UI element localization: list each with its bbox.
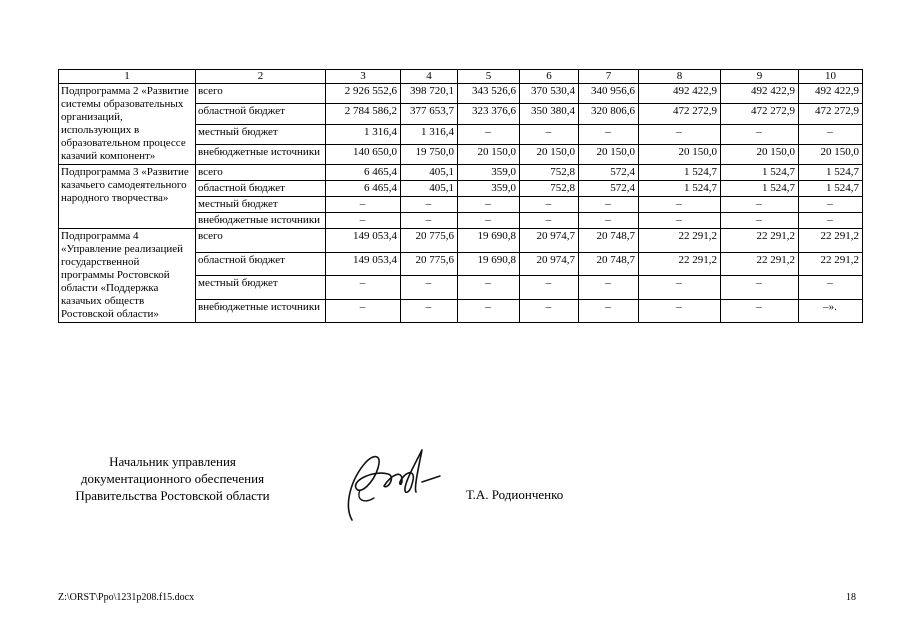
- file-path: Z:\ORST\Ppo\1231p208.f15.docx: [58, 592, 195, 603]
- amount-cell: –: [799, 124, 863, 144]
- amount-cell: 20 150,0: [520, 144, 579, 164]
- amount-cell: 492 422,9: [721, 84, 799, 104]
- amount-cell: –: [326, 299, 401, 323]
- amount-cell: –: [579, 276, 639, 300]
- table-row: [59, 165, 863, 181]
- handwritten-signature: [330, 440, 445, 525]
- amount-cell: –: [799, 197, 863, 213]
- amount-cell: 350 380,4: [520, 104, 579, 124]
- column-header: 7: [579, 70, 639, 84]
- amount-cell: 398 720,1: [401, 84, 458, 104]
- amount-cell: 572,4: [579, 165, 639, 181]
- amount-cell: –: [721, 197, 799, 213]
- amount-cell: 22 291,2: [639, 252, 721, 276]
- amount-cell: 20 150,0: [799, 144, 863, 164]
- amount-cell: 340 956,6: [579, 84, 639, 104]
- amount-cell: –».: [799, 299, 863, 323]
- amount-cell: 1 524,7: [639, 165, 721, 181]
- amount-cell: 1 524,7: [721, 165, 799, 181]
- amount-cell: –: [458, 124, 520, 144]
- amount-cell: 752,8: [520, 165, 579, 181]
- column-header: 9: [721, 70, 799, 84]
- amount-cell: 405,1: [401, 165, 458, 181]
- column-header: 4: [401, 70, 458, 84]
- funding-source-cell: всего: [196, 229, 326, 253]
- amount-cell: –: [639, 124, 721, 144]
- amount-cell: –: [401, 197, 458, 213]
- amount-cell: –: [520, 299, 579, 323]
- amount-cell: 492 422,9: [639, 84, 721, 104]
- amount-cell: –: [520, 276, 579, 300]
- amount-cell: 377 653,7: [401, 104, 458, 124]
- amount-cell: –: [520, 213, 579, 229]
- amount-cell: 149 053,4: [326, 252, 401, 276]
- column-header: 6: [520, 70, 579, 84]
- amount-cell: –: [799, 276, 863, 300]
- funding-source-cell: внебюджетные источники: [196, 144, 326, 164]
- amount-cell: 6 465,4: [326, 165, 401, 181]
- amount-cell: 320 806,6: [579, 104, 639, 124]
- amount-cell: 22 291,2: [799, 252, 863, 276]
- amount-cell: –: [401, 213, 458, 229]
- amount-cell: 22 291,2: [639, 229, 721, 253]
- amount-cell: 149 053,4: [326, 229, 401, 253]
- amount-cell: 492 422,9: [799, 84, 863, 104]
- amount-cell: –: [639, 299, 721, 323]
- amount-cell: –: [721, 276, 799, 300]
- amount-cell: 370 530,4: [520, 84, 579, 104]
- amount-cell: 2 784 586,2: [326, 104, 401, 124]
- amount-cell: –: [639, 276, 721, 300]
- amount-cell: 752,8: [520, 181, 579, 197]
- amount-cell: 1 524,7: [721, 181, 799, 197]
- amount-cell: –: [326, 213, 401, 229]
- amount-cell: –: [458, 276, 520, 300]
- amount-cell: 20 150,0: [579, 144, 639, 164]
- amount-cell: –: [458, 197, 520, 213]
- amount-cell: –: [579, 124, 639, 144]
- funding-source-cell: областной бюджет: [196, 252, 326, 276]
- amount-cell: –: [579, 197, 639, 213]
- amount-cell: 20 974,7: [520, 252, 579, 276]
- page-number: 18: [846, 592, 856, 603]
- amount-cell: 20 748,7: [579, 252, 639, 276]
- amount-cell: 6 465,4: [326, 181, 401, 197]
- amount-cell: –: [458, 299, 520, 323]
- funding-source-cell: всего: [196, 84, 326, 104]
- amount-cell: 572,4: [579, 181, 639, 197]
- amount-cell: 19 690,8: [458, 252, 520, 276]
- program-name-cell: Подпрограмма 2 «Развитие системы образовательных организаций, использующих в образовательном процессе казачий компонент»: [59, 84, 196, 165]
- amount-cell: –: [799, 213, 863, 229]
- table-body: [59, 84, 863, 323]
- signer-position-line: Правительства Ростовской области: [75, 488, 270, 503]
- header-row: [59, 70, 863, 84]
- amount-cell: –: [458, 213, 520, 229]
- amount-cell: –: [639, 213, 721, 229]
- amount-cell: –: [721, 124, 799, 144]
- amount-cell: 1 524,7: [639, 181, 721, 197]
- column-header: 1: [59, 70, 196, 84]
- column-header: 5: [458, 70, 520, 84]
- column-header: 3: [326, 70, 401, 84]
- amount-cell: 472 272,9: [639, 104, 721, 124]
- amount-cell: 20 150,0: [458, 144, 520, 164]
- funding-source-cell: внебюджетные источники: [196, 299, 326, 323]
- amount-cell: 359,0: [458, 181, 520, 197]
- amount-cell: –: [721, 299, 799, 323]
- amount-cell: –: [326, 197, 401, 213]
- funding-source-cell: областной бюджет: [196, 181, 326, 197]
- amount-cell: 1 316,4: [401, 124, 458, 144]
- signer-position-line: Начальник управления: [109, 454, 236, 469]
- amount-cell: 22 291,2: [799, 229, 863, 253]
- amount-cell: 19 750,0: [401, 144, 458, 164]
- amount-cell: 20 748,7: [579, 229, 639, 253]
- column-header: 2: [196, 70, 326, 84]
- amount-cell: 323 376,6: [458, 104, 520, 124]
- amount-cell: 1 524,7: [799, 165, 863, 181]
- amount-cell: –: [520, 197, 579, 213]
- signer-name: Т.А. Родионченко: [466, 487, 564, 502]
- amount-cell: –: [520, 124, 579, 144]
- amount-cell: 405,1: [401, 181, 458, 197]
- amount-cell: 1 316,4: [326, 124, 401, 144]
- amount-cell: –: [579, 299, 639, 323]
- amount-cell: –: [721, 213, 799, 229]
- funding-source-cell: местный бюджет: [196, 124, 326, 144]
- amount-cell: 20 974,7: [520, 229, 579, 253]
- program-name-cell: Подпрограмма 4 «Управление реализацией государственной программы Ростовской области «Поддержка казачьих обществ Ростовской области»: [59, 229, 196, 323]
- table-row: [59, 84, 863, 104]
- amount-cell: 359,0: [458, 165, 520, 181]
- funding-source-cell: всего: [196, 165, 326, 181]
- amount-cell: –: [401, 276, 458, 300]
- amount-cell: 472 272,9: [799, 104, 863, 124]
- funding-source-cell: местный бюджет: [196, 197, 326, 213]
- amount-cell: 20 150,0: [721, 144, 799, 164]
- amount-cell: 20 150,0: [639, 144, 721, 164]
- signer-position: [60, 453, 285, 504]
- amount-cell: 22 291,2: [721, 252, 799, 276]
- amount-cell: 472 272,9: [721, 104, 799, 124]
- amount-cell: –: [326, 276, 401, 300]
- amount-cell: 20 775,6: [401, 229, 458, 253]
- budget-table: [58, 69, 863, 323]
- funding-source-cell: областной бюджет: [196, 104, 326, 124]
- amount-cell: –: [579, 213, 639, 229]
- amount-cell: 22 291,2: [721, 229, 799, 253]
- amount-cell: –: [401, 299, 458, 323]
- funding-source-cell: внебюджетные источники: [196, 213, 326, 229]
- amount-cell: 1 524,7: [799, 181, 863, 197]
- amount-cell: –: [639, 197, 721, 213]
- program-name-cell: Подпрограмма 3 «Развитие казачьего самодеятельного народного творчества»: [59, 165, 196, 229]
- amount-cell: 2 926 552,6: [326, 84, 401, 104]
- funding-source-cell: местный бюджет: [196, 276, 326, 300]
- amount-cell: 343 526,6: [458, 84, 520, 104]
- column-header: 8: [639, 70, 721, 84]
- amount-cell: 19 690,8: [458, 229, 520, 253]
- column-header: 10: [799, 70, 863, 84]
- amount-cell: 140 650,0: [326, 144, 401, 164]
- amount-cell: 20 775,6: [401, 252, 458, 276]
- signer-position-line: документационного обеспечения: [80, 471, 265, 486]
- table-row: [59, 229, 863, 253]
